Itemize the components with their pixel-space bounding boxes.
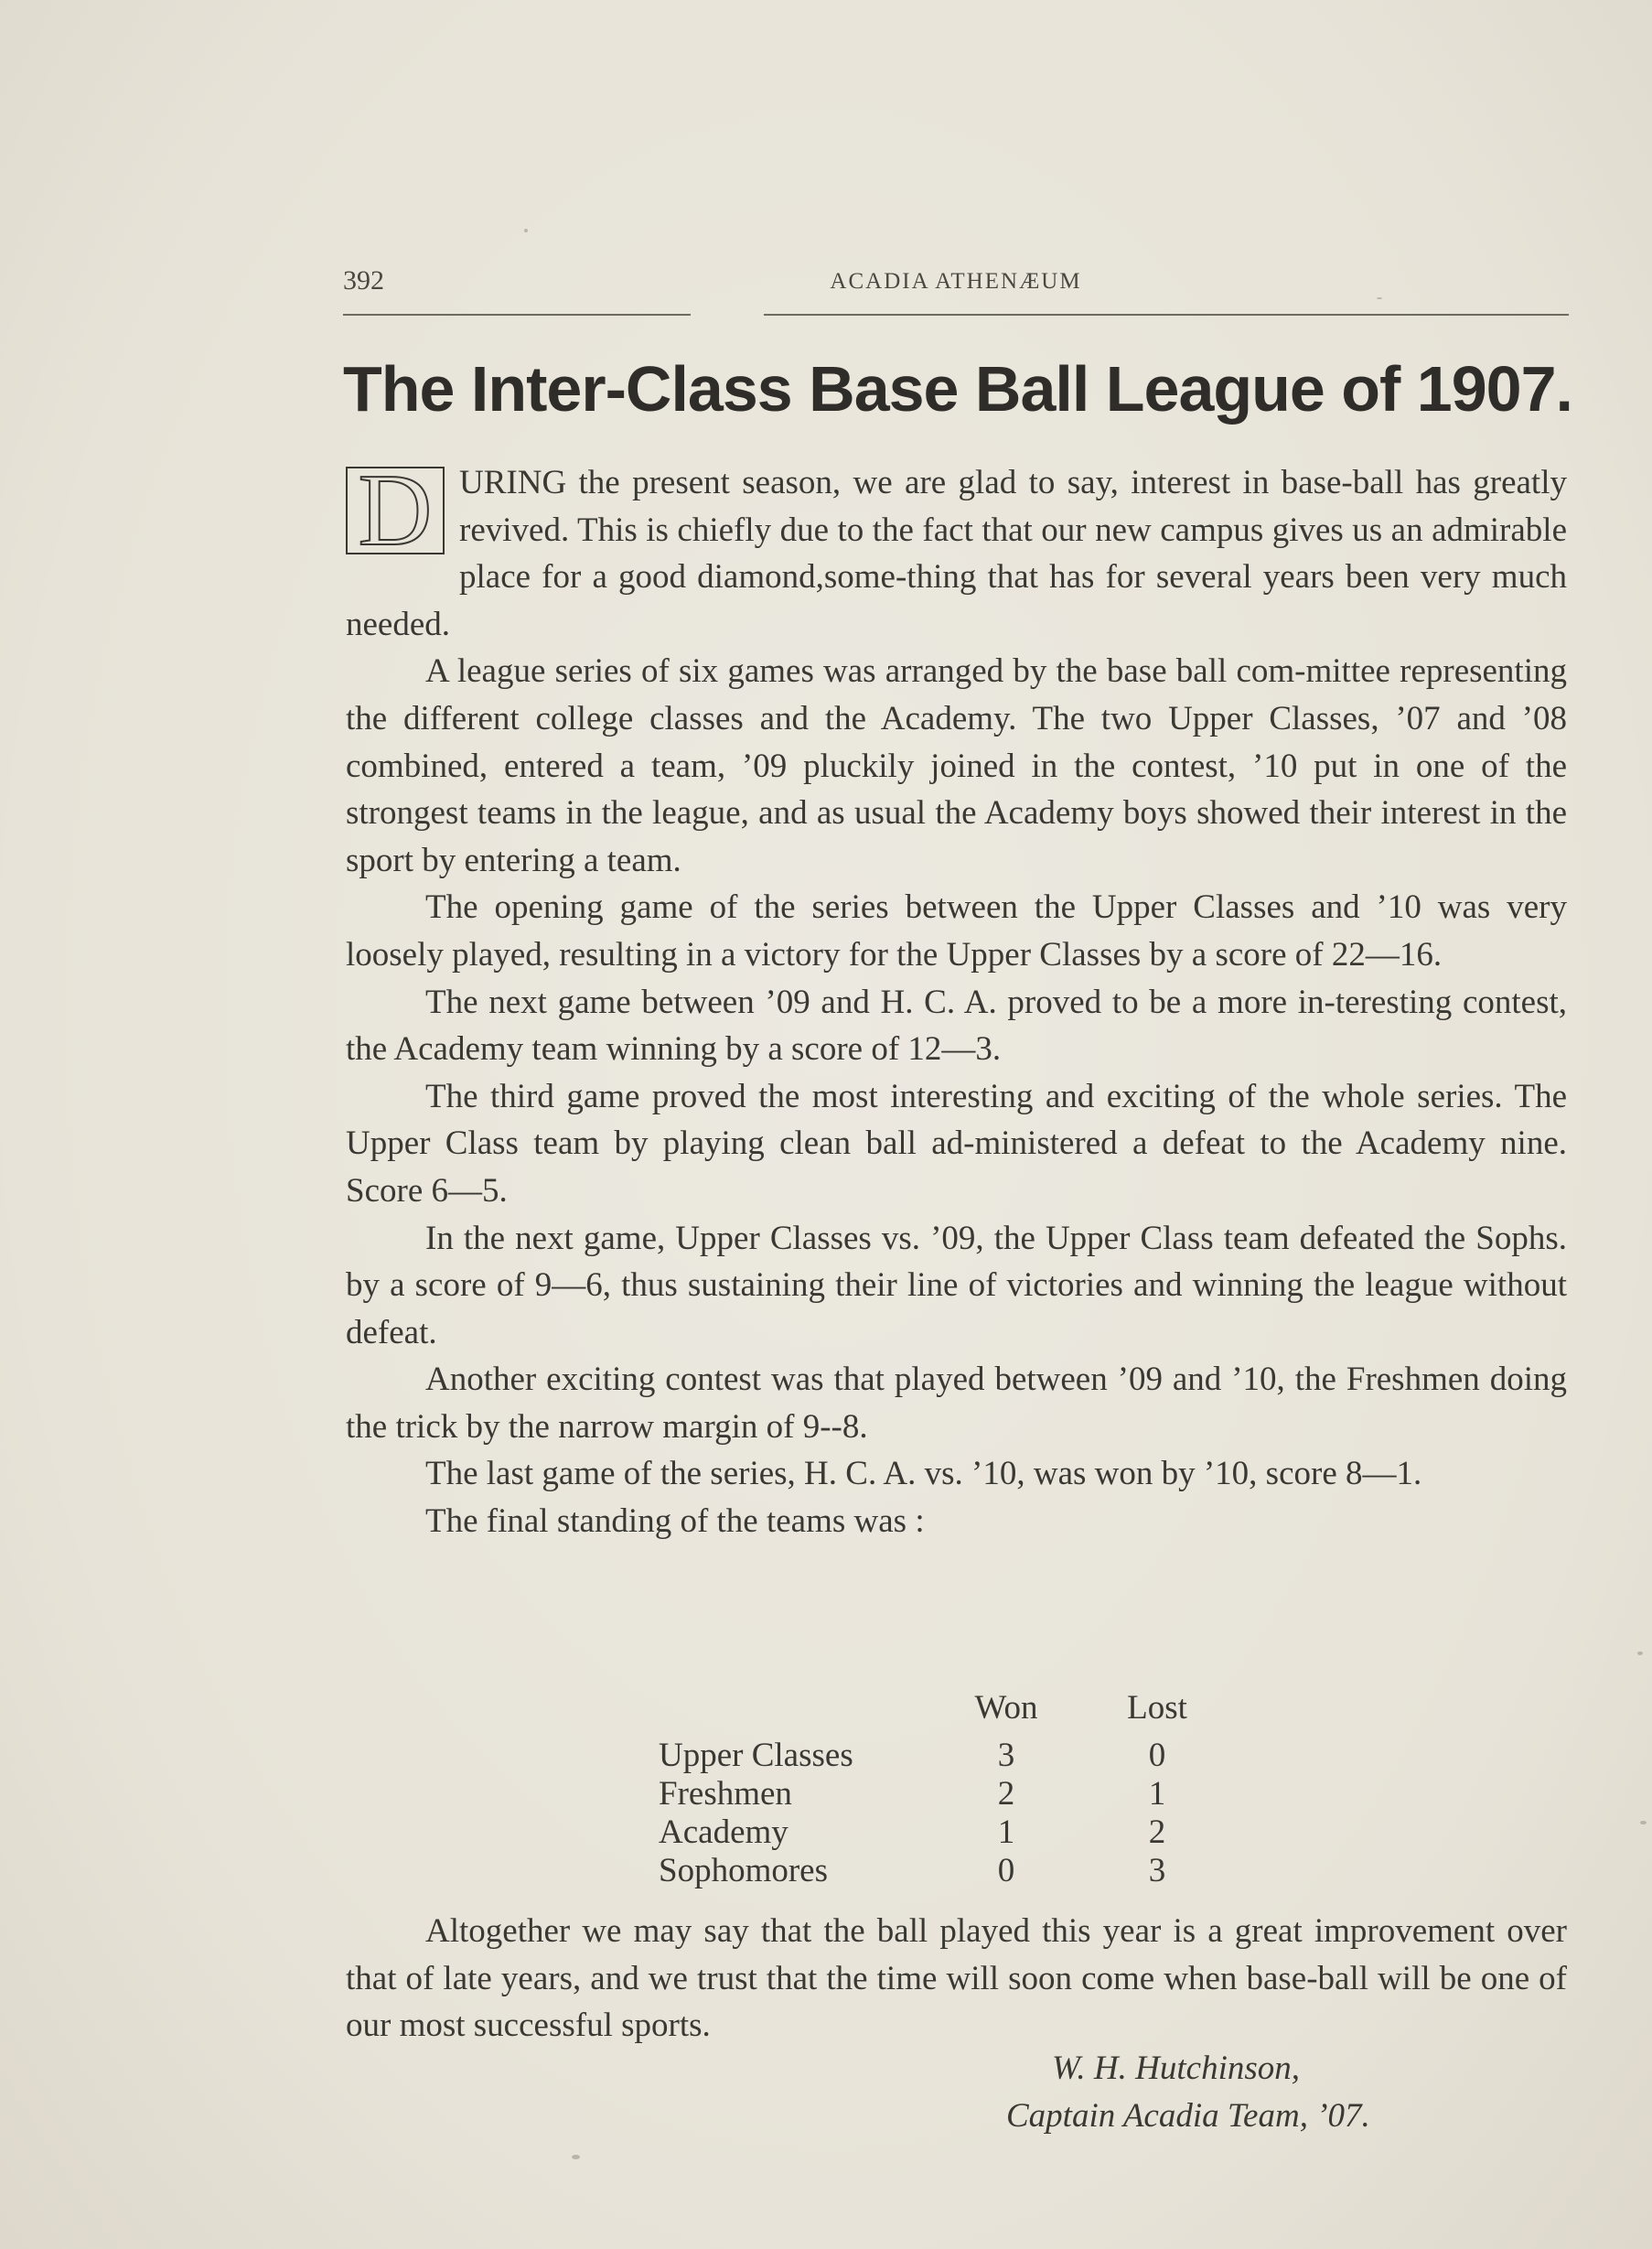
paragraph-5: The third game proved the most interesting and exciting of the whole series. The Upper Class team by playing clean ball ad-ministered a defeat to the Academy nine. Score 6—5. xyxy=(346,1077,1567,1210)
author-role: Captain Acadia Team, ’07. xyxy=(1006,2097,1370,2135)
team-name: Freshmen xyxy=(659,1775,792,1813)
standings-table xyxy=(659,1688,1244,1889)
team-lost: 1 xyxy=(1148,1775,1166,1813)
team-name: Academy xyxy=(659,1813,788,1851)
paragraph-4: The next game between ’09 and H. C. A. proved to be a more in-teresting contest, the Academy team winning by a score of 12—3. xyxy=(346,983,1567,1069)
header-rule-left xyxy=(343,314,691,316)
page-number: 392 xyxy=(343,265,384,296)
author-name: W. H. Hutchinson, xyxy=(1052,2050,1300,2087)
paper-speck xyxy=(1377,297,1382,299)
team-lost: 3 xyxy=(1148,1852,1166,1889)
paragraph-8: The last game of the series, H. C. A. vs. ’10, was won by ’10, score 8—1. xyxy=(425,1455,1422,1493)
table-row xyxy=(659,1774,1244,1813)
header-rule-right xyxy=(764,314,1569,316)
paragraph-6: In the next game, Upper Classes vs. ’09, the Upper Class team defeated the Sophs. by a score of 9—6, thus sustaining their line of victories and winning the league without defeat. xyxy=(346,1219,1567,1351)
standings-header xyxy=(659,1688,1244,1736)
team-name: Sophomores xyxy=(659,1852,828,1889)
table-row xyxy=(659,1851,1244,1889)
paper-speck xyxy=(1640,1821,1647,1824)
paragraph-1-text: URING the present season, we are glad to say, interest in base-ball has greatly revived. This is chiefly due to the fact that our new campus gives us an admirable place for a good diamond,some-thing that has for several years been very much needed. xyxy=(346,464,1567,643)
team-won: 3 xyxy=(997,1737,1015,1774)
closing-paragraph: Altogether we may say that the ball played this year is a great improvement over that of late years, and we trust that the time will soon come when base-ball will be one of our most successful sports. xyxy=(346,1912,1567,2045)
paragraph-7: Another exciting contest was that played between ’09 and ’10, the Freshmen doing the trick by the narrow margin of 9--8. xyxy=(346,1361,1567,1446)
journal-title: ACADIA ATHENÆUM xyxy=(830,269,1082,294)
table-row xyxy=(659,1813,1244,1851)
paper-speck xyxy=(524,229,528,232)
paragraph-2: A league series of six games was arranged by the base ball com-mittee representing the different college classes and the Academy. The two Upper Classes, ’07 and ’08 combined, entered a team, ’09 pluckily joined in the contest, ’10 put in one of the strongest teams in the league, and as usual the Academy boys showed their interest in the sport by entering a team. xyxy=(346,652,1567,879)
article-body xyxy=(346,454,1567,1545)
team-won: 1 xyxy=(997,1813,1015,1851)
paper-speck xyxy=(1637,1652,1643,1655)
paragraph-9: The final standing of the teams was : xyxy=(425,1502,925,1541)
paragraph-3: The opening game of the series between the Upper Classes and ’10 was very loosely played, resulting in a victory for the Upper Classes by a score of 22—16. xyxy=(346,888,1567,974)
team-lost: 2 xyxy=(1148,1813,1166,1851)
table-row xyxy=(659,1736,1244,1774)
drop-cap: D xyxy=(358,454,433,567)
team-won: 2 xyxy=(997,1775,1015,1813)
paragraph-1 xyxy=(346,454,1567,648)
team-name: Upper Classes xyxy=(659,1737,853,1774)
drop-cap-frame xyxy=(346,454,445,567)
paper-speck xyxy=(572,2155,580,2159)
running-head xyxy=(343,265,1569,311)
closing-section xyxy=(346,1908,1567,2050)
team-lost: 0 xyxy=(1148,1737,1166,1774)
won-column-header: Won xyxy=(974,1689,1038,1727)
lost-column-header: Lost xyxy=(1127,1689,1187,1727)
article-title: The Inter-Class Base Ball League of 1907. xyxy=(343,353,1572,425)
signature-block xyxy=(1006,2045,1573,2140)
team-won: 0 xyxy=(997,1852,1015,1889)
